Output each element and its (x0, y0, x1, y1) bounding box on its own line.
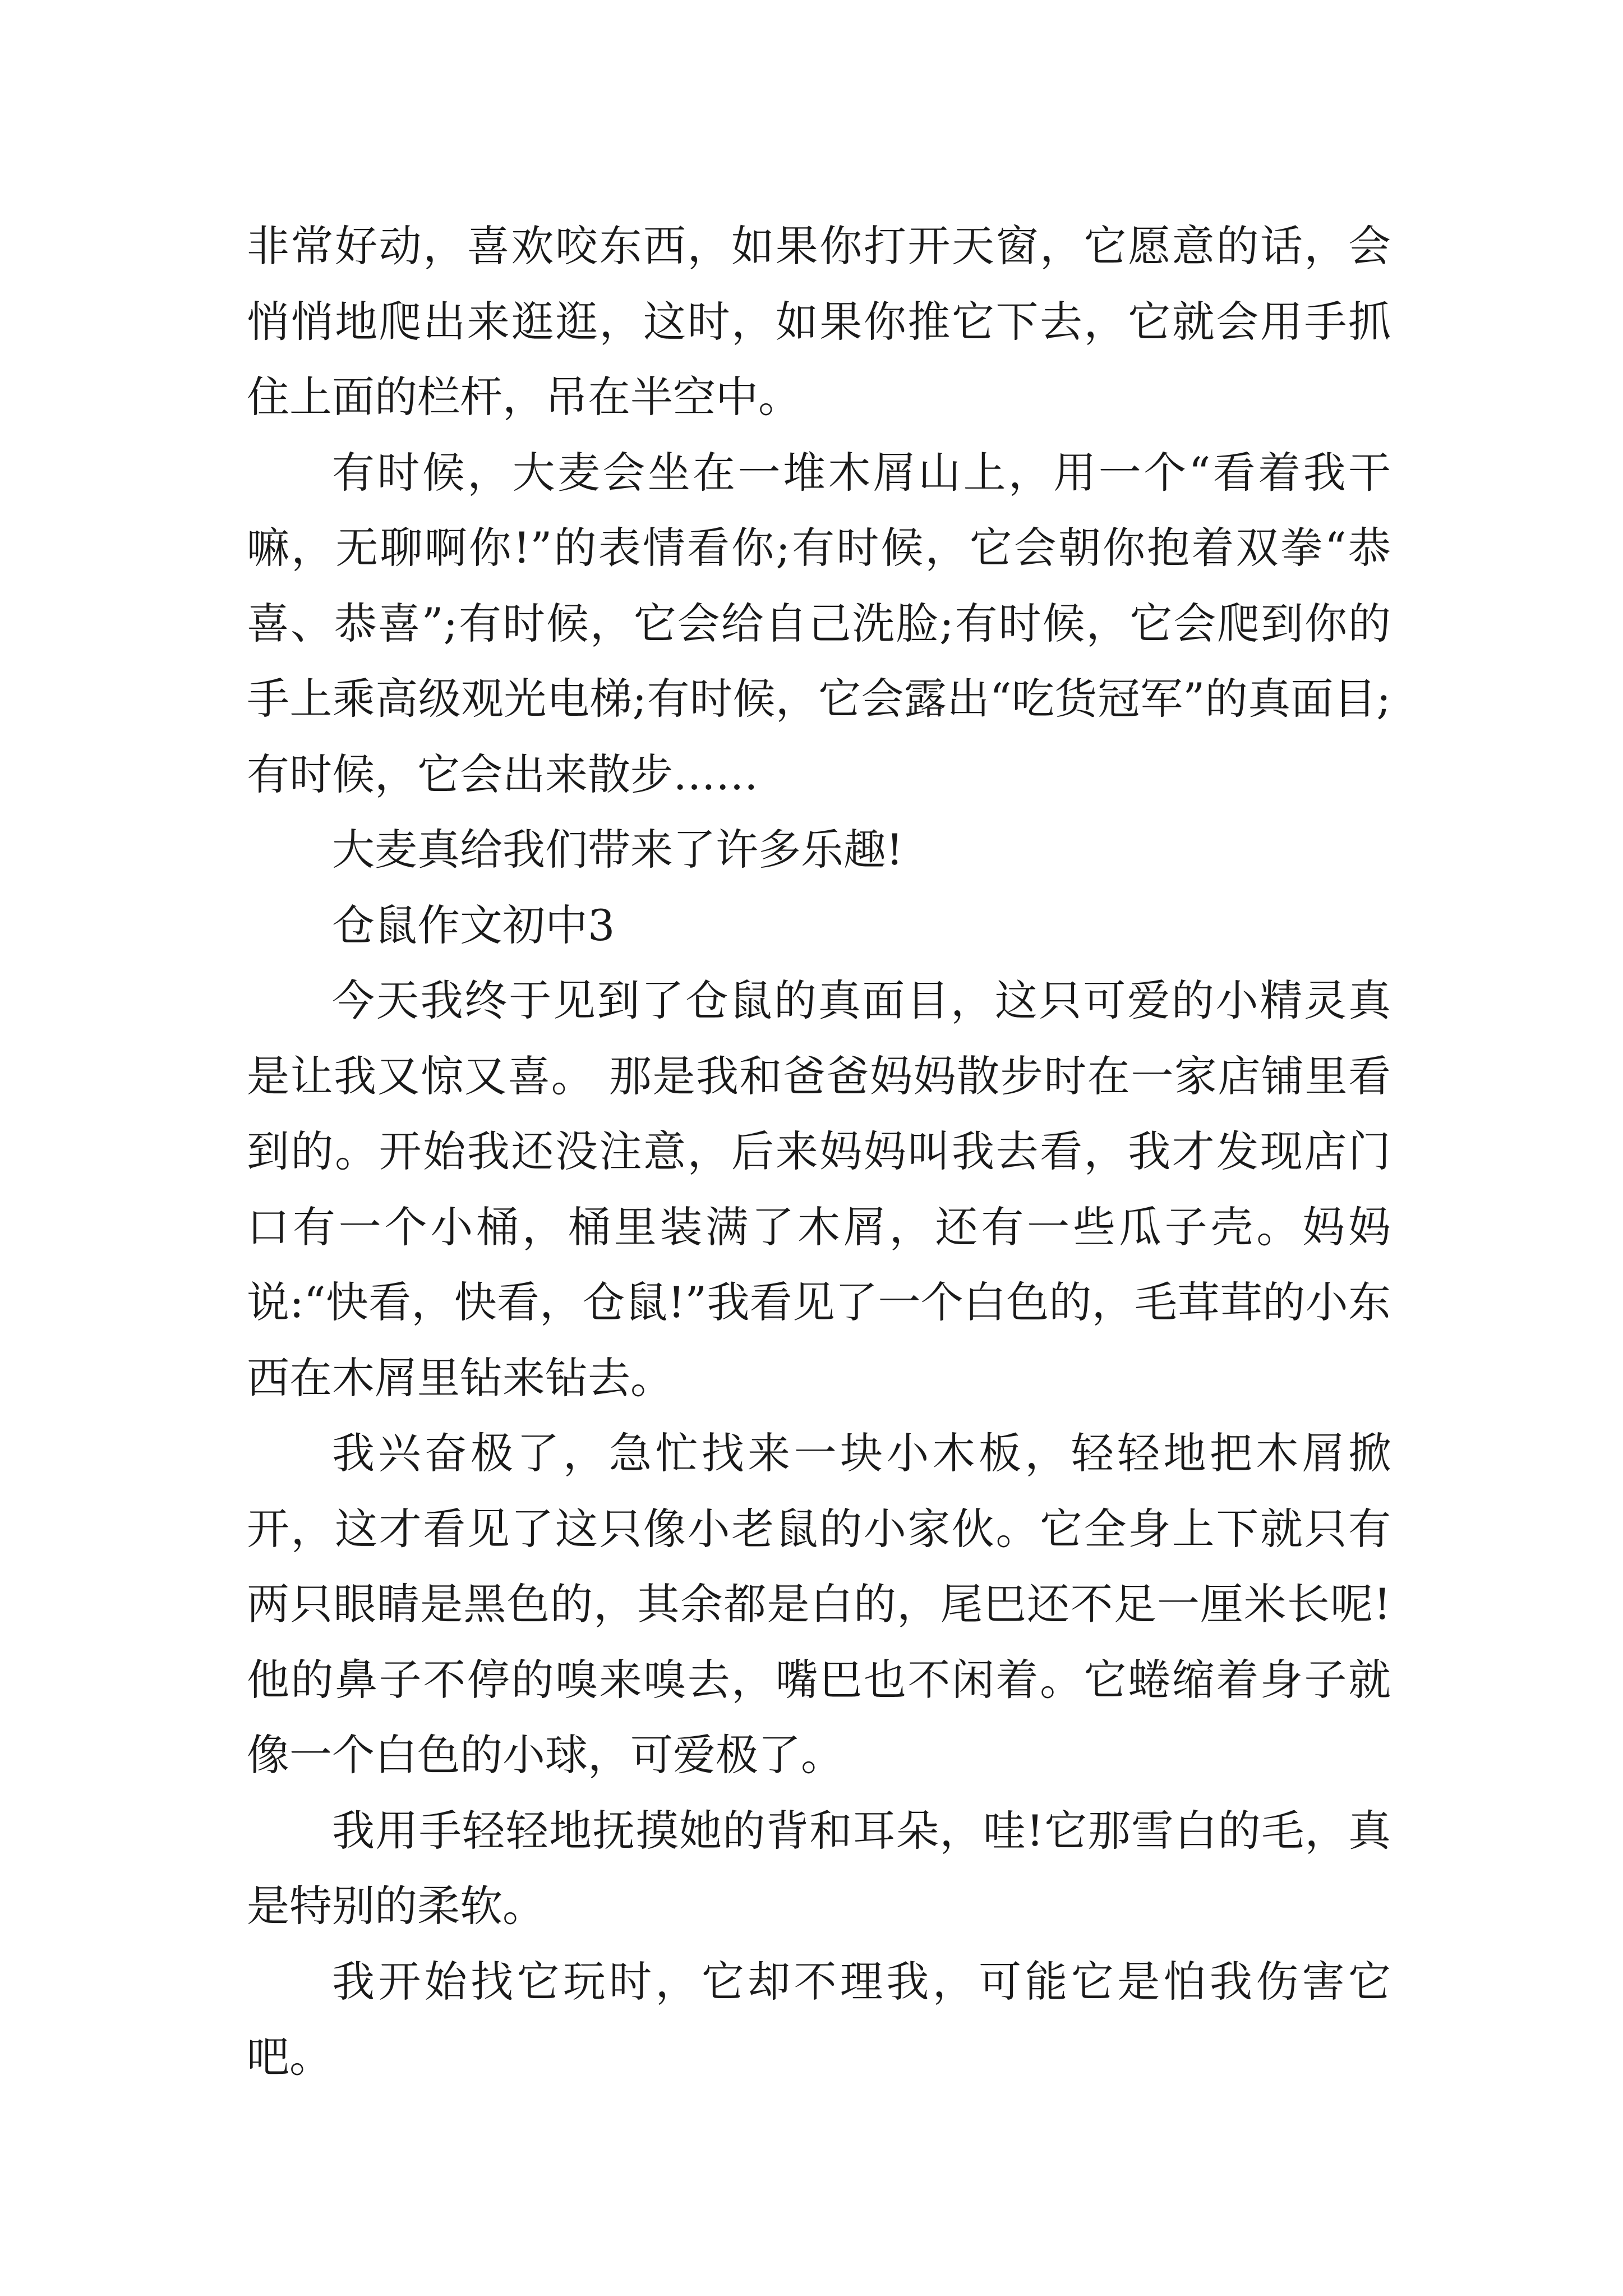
paragraph-6: 我兴奋极了，急忙找来一块小木板，轻轻地把木屑掀开，这才看见了这只像小老鼠的小家伙。它全身上下就只有两只眼睛是黑色的，其余都是白的，尾巴还不足一厘米长呢!他的鼻子不停的嗅来嗅去，嘴巴也不闲着。它蜷缩着身子就像一个白色的小球，可爱极了。 (247, 1428, 1391, 1780)
paragraph-2: 有时候，大麦会坐在一堆木屑山上，用一个“看着我干嘛，无聊啊你!”的表情看你;有时候，它会朝你抱着双拳“恭喜、恭喜”;有时候，它会给自己洗脸;有时候，它会爬到你的手上乘高级观光电梯;有时候，它会露出“吃货冠军”的真面目;有时候，它会出来散步…… (247, 447, 1391, 799)
paragraph-3: 大麦真给我们带来了许多乐趣! (332, 825, 903, 875)
paragraph-7: 我用手轻轻地抚摸她的背和耳朵，哇!它那雪白的毛，真是特别的柔软。 (247, 1805, 1391, 1931)
paragraph-5: 今天我终于见到了仓鼠的真面目，这只可爱的小精灵真是让我又惊又喜。 那是我和爸爸妈妈散步时在一家店铺里看到的。开始我还没注意，后来妈妈叫我去看，我才发现店门口有一个小桶，桶里装满了木屑，还有一些瓜子壳。妈妈说:“快看，快看，仓鼠!”我看见了一个白色的，毛茸茸的小东西在木屑里钻来钻去。 (247, 976, 1391, 1403)
section-heading: 仓鼠作文初中3 (332, 900, 615, 950)
document-body (247, 209, 1391, 2095)
paragraph-8: 我开始找它玩时，它却不理我，可能它是怕我伤害它吧。 (247, 1956, 1391, 2082)
paragraph-1: 非常好动，喜欢咬东西，如果你打开天窗，它愿意的话，会悄悄地爬出来逛逛，这时，如果你推它下去，它就会用手抓住上面的栏杆，吊在半空中。 (247, 221, 1391, 422)
